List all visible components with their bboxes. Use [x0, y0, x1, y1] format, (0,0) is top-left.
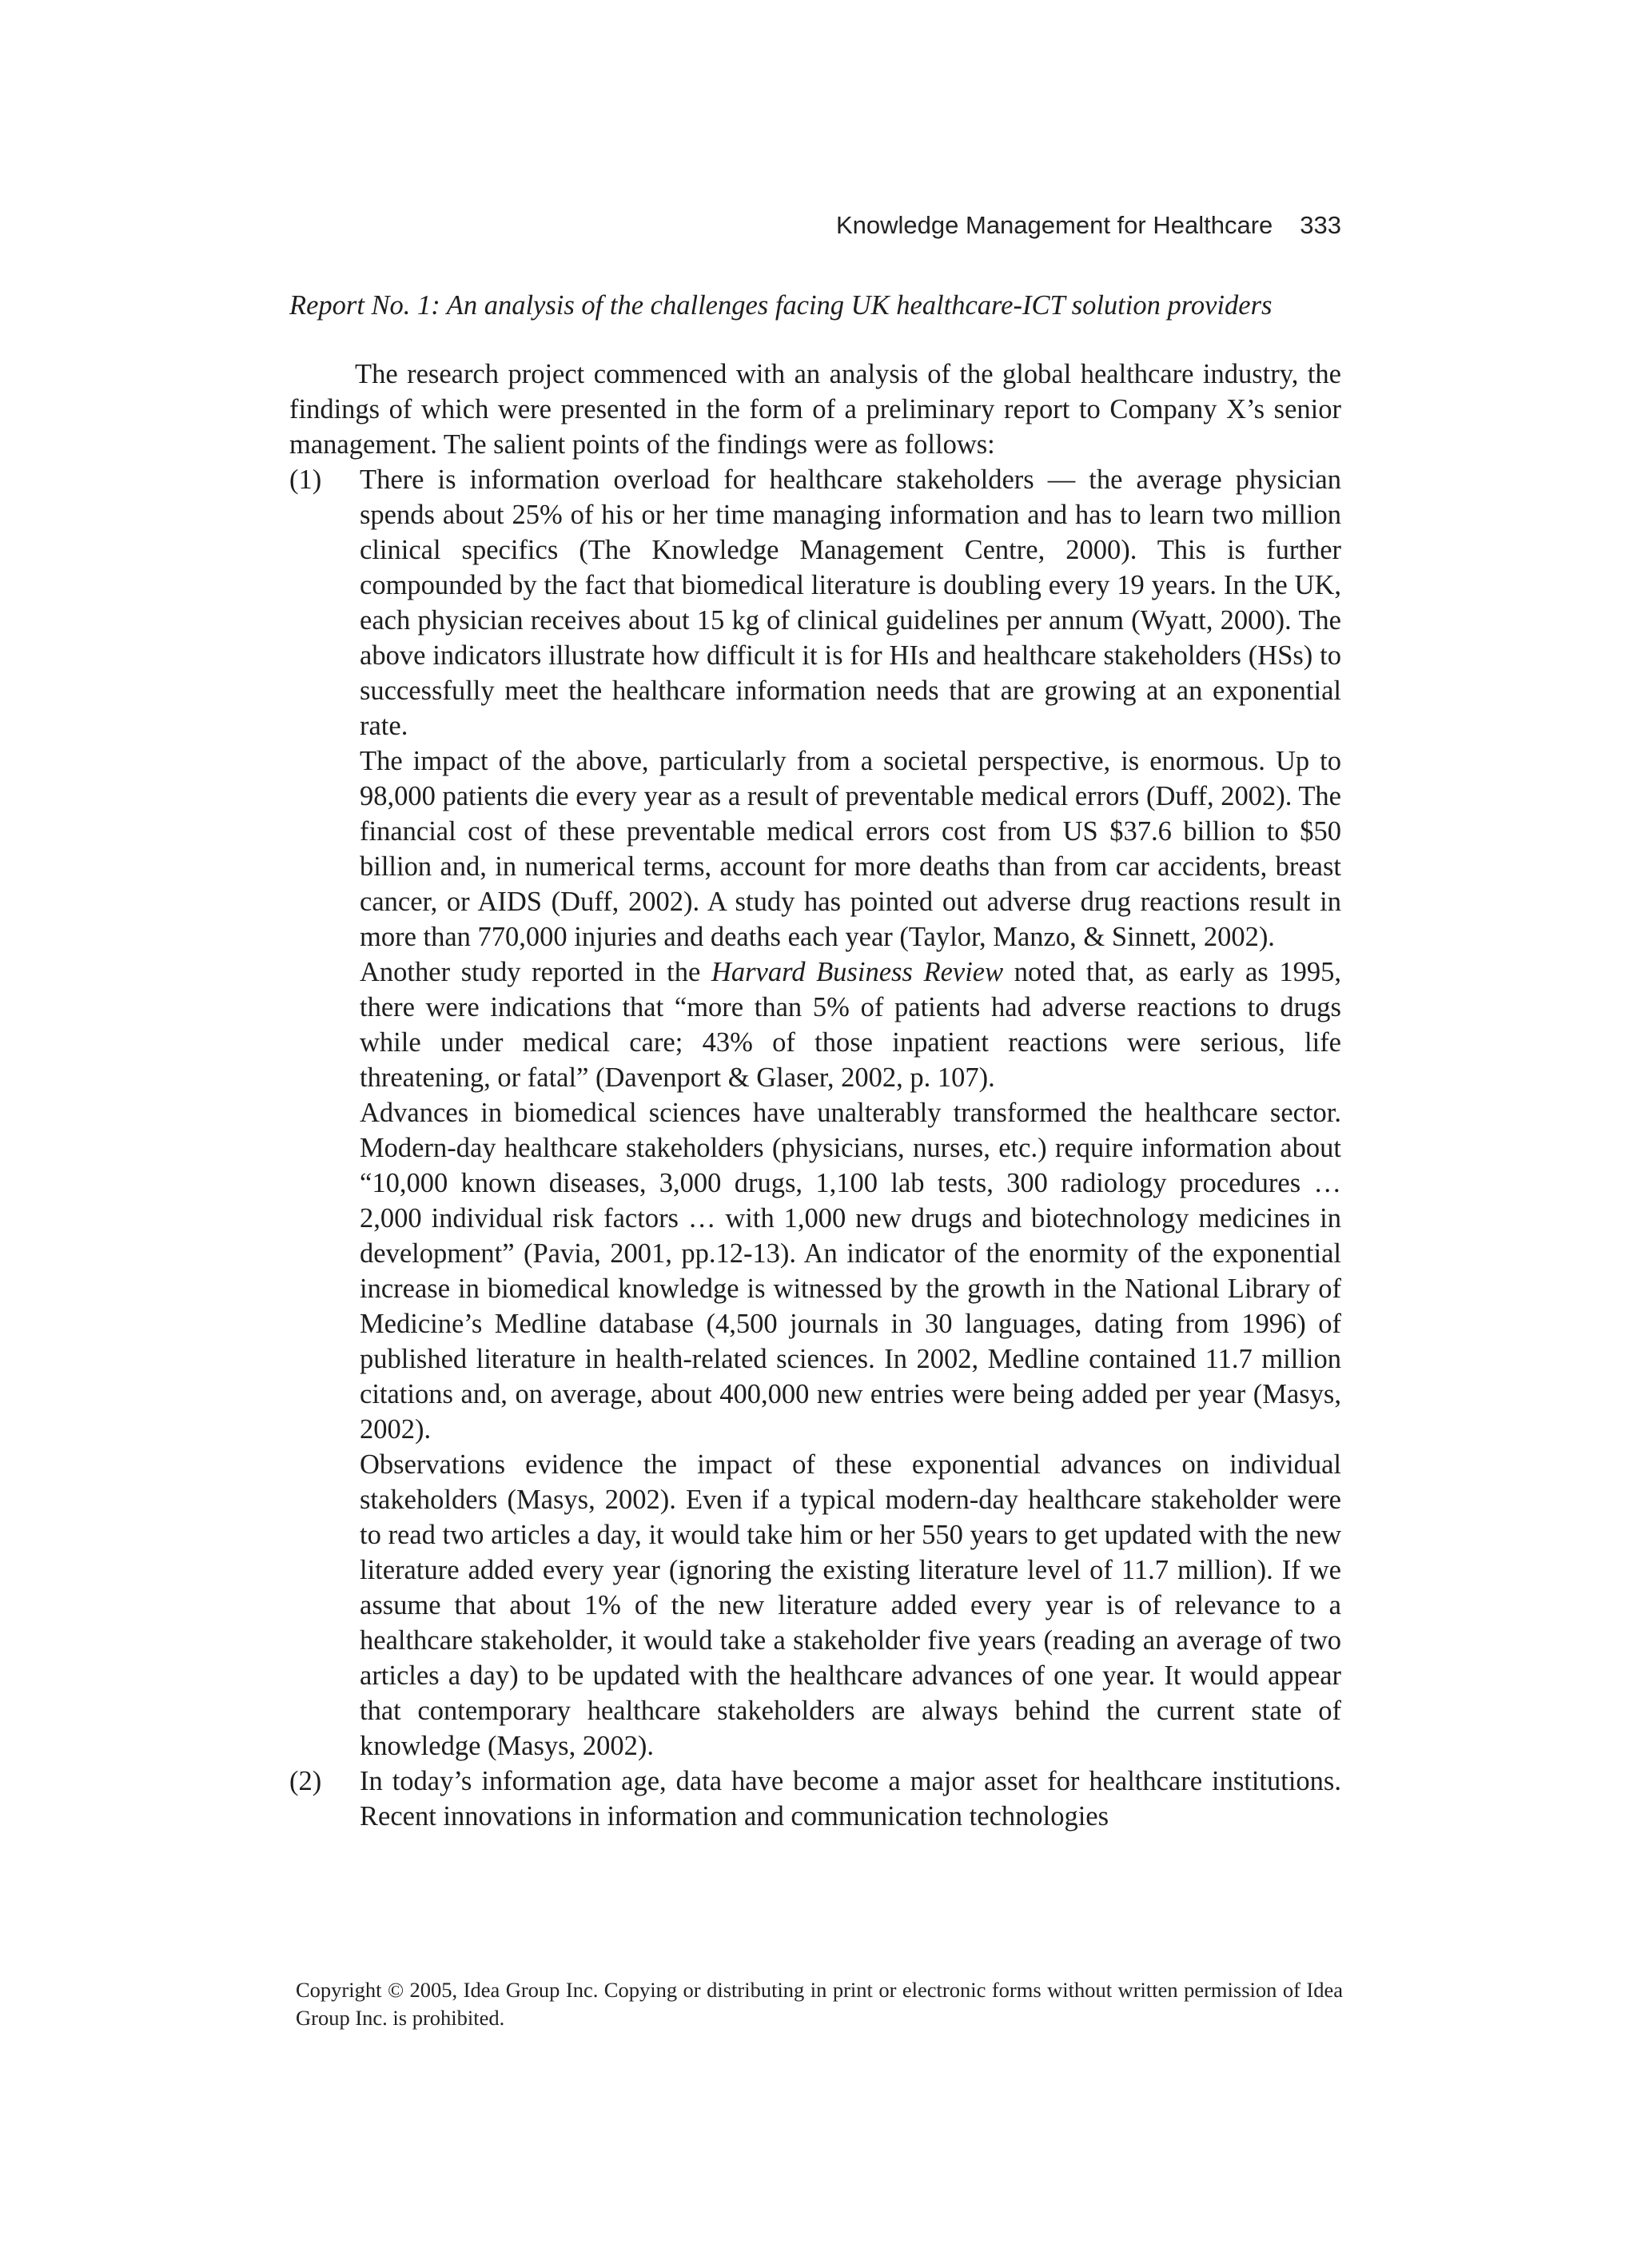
- list-item-paragraph: Observations evidence the impact of these exponential advances on individual stakeholders (Masys, 2002). Even if a typical modern-day healthcare stakeholder were to read two articles a day, it would take him or her 550 years to get updated with the new literature added every year (ignoring the existing literature level of 11.7 million). If we assume that about 1% of the new literature added every year is of relevance to a healthcare stakeholder, it would take a stakeholder five years (reading an average of two articles a day) to be updated with the healthcare advances of one year. It would appear that contemporary healthcare stakeholders are always behind the current state of knowledge (Masys, 2002).: [360, 1449, 1341, 1761]
- text-run: Another study reported in the: [360, 957, 711, 987]
- list-item-number: (1): [289, 464, 322, 495]
- intro-paragraph: The research project commenced with an analysis of the global healthcare industry, the findings of which were presented in the form of a preliminary report to Company X’s senior management. The salient points of the findings were as follows:: [289, 359, 1341, 460]
- copyright-notice: Copyright © 2005, Idea Group Inc. Copying or distributing in print or electronic forms without written permission of Idea Group Inc. is prohibited.: [296, 1978, 1343, 2030]
- body-text: [289, 288, 1341, 1834]
- journal-title: Harvard Business Review: [711, 957, 1004, 987]
- list-item-body: [360, 462, 1341, 1764]
- list-item-paragraph: There is information overload for healthcare stakeholders — the average physician spends about 25% of his or her time managing information and has to learn two million clinical specifics (The Knowledge Management Centre, 2000). This is further compounded by the fact that biomedical literature is doubling every 19 years. In the UK, each physician receives about 15 kg of clinical guidelines per annum (Wyatt, 2000). The above indicators illustrate how difficult it is for HIs and healthcare stakeholders (HSs) to successfully meet the healthcare information needs that are growing at an exponential rate.: [360, 464, 1341, 741]
- list-item: [289, 462, 1341, 1764]
- list-item-number: (2): [289, 1766, 322, 1796]
- list-item-body: [360, 1764, 1341, 1834]
- section-title: Report No. 1: An analysis of the challenges facing UK healthcare-ICT solution providers: [289, 290, 1273, 321]
- list-item-paragraph: Advances in biomedical sciences have unalterably transformed the healthcare sector. Modern-day healthcare stakeholders (physicians, nurses, etc.) require information about “10,000 known diseases, 3,000 drugs, 1,100 lab tests, 300 radiology procedures … 2,000 individual risk factors … with 1,000 new drugs and biotechnology medicines in development” (Pavia, 2001, pp.12-13). An indicator of the enormity of the exponential increase in biomedical knowledge is witnessed by the growth in the National Library of Medicine’s Medline database (4,500 journals in 30 languages, dating from 1996) of published literature in health-related sciences. In 2002, Medline contained 11.7 million citations and, on average, about 400,000 new entries were being added per year (Masys, 2002).: [360, 1098, 1341, 1445]
- list-item: [289, 1764, 1341, 1834]
- running-title: Knowledge Management for Healthcare: [835, 211, 1273, 239]
- text-run: noted that, as early as 1995, there were indications that “more than 5% of patients had adverse reactions to drugs while under medical care; 43% of those inpatient reactions were serious, life threatening, or fatal” (Davenport & Glaser, 2002, p. 107).: [360, 957, 1341, 1093]
- running-head: [289, 210, 1341, 241]
- list-item-paragraph: In today’s information age, data have become a major asset for healthcare institutions. Recent innovations in information and communication technologies: [360, 1766, 1341, 1832]
- list-item-paragraph: The impact of the above, particularly from a societal perspective, is enormous. Up to 98,000 patients die every year as a result of preventable medical errors (Duff, 2002). The financial cost of these preventable medical errors cost from US $37.6 billion to $50 billion and, in numerical terms, account for more deaths than from car accidents, breast cancer, or AIDS (Duff, 2002). A study has pointed out adverse drug reactions result in more than 770,000 injuries and deaths each year (Taylor, Manzo, & Sinnett, 2002).: [360, 746, 1341, 952]
- page-number: 333: [1300, 211, 1341, 239]
- list-item-paragraph: [360, 955, 1341, 1095]
